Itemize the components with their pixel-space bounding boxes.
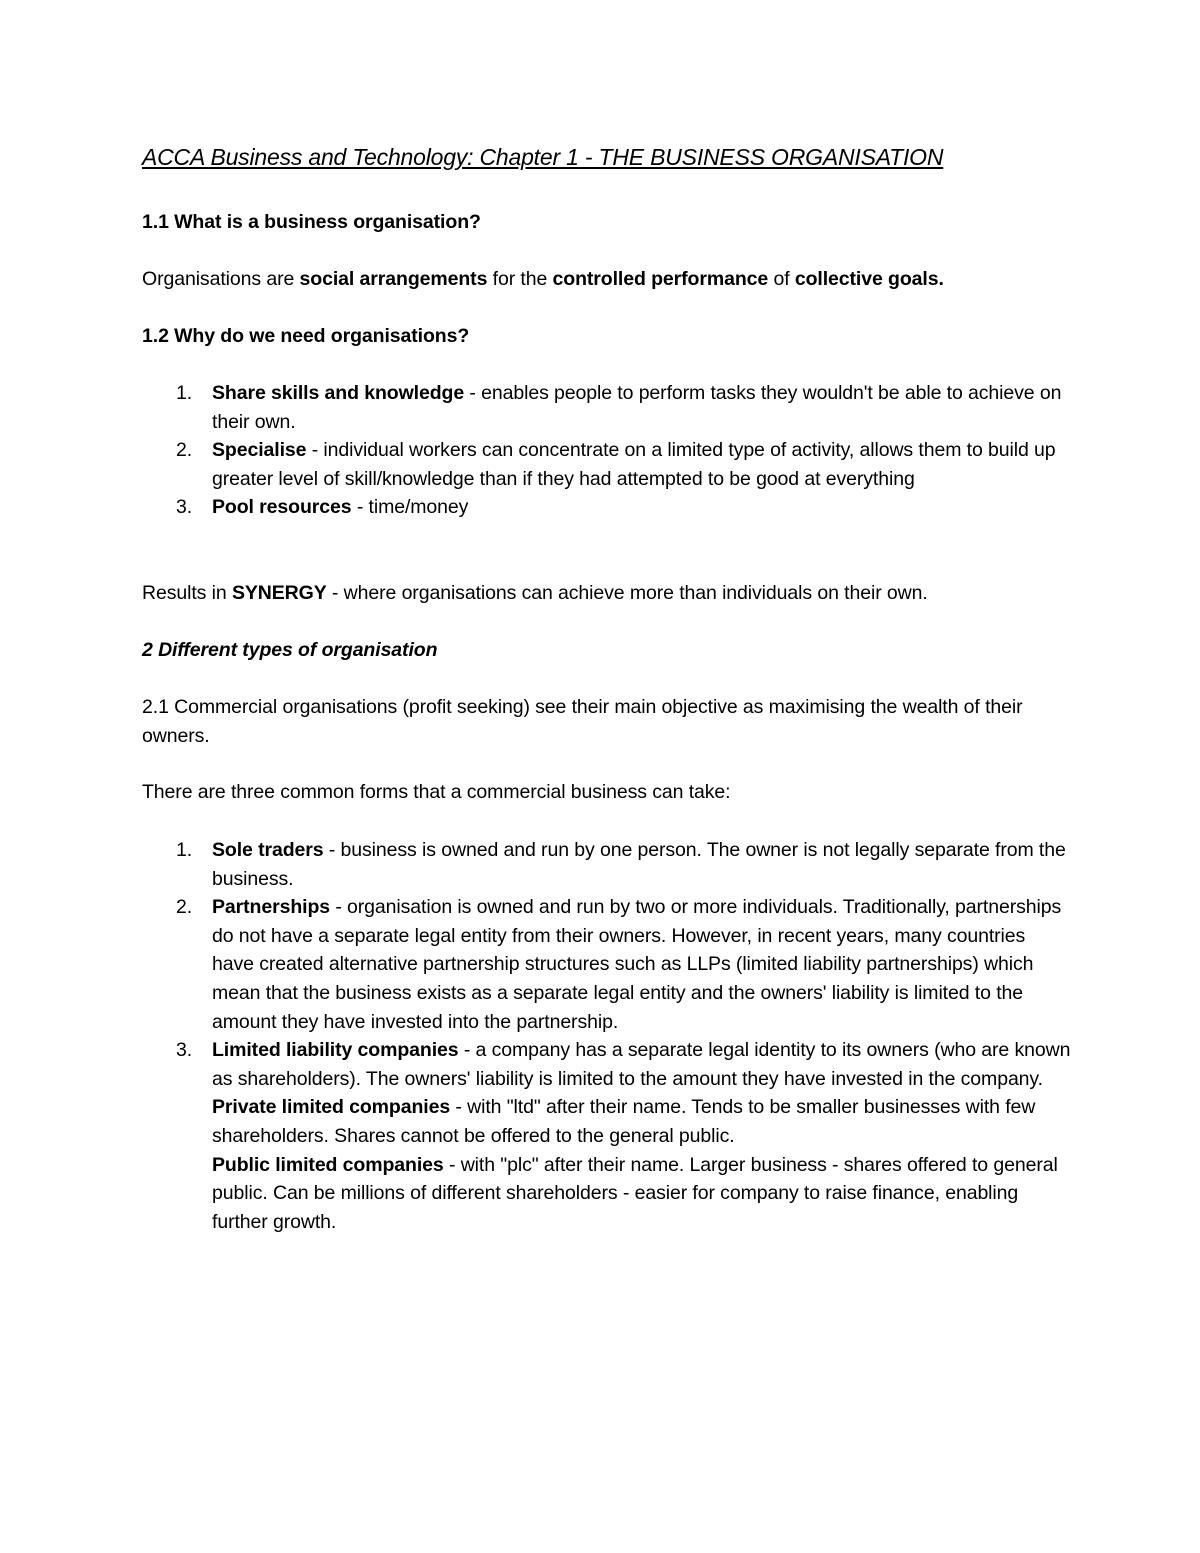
list-item: 1. Sole traders - business is owned and run by one person. The owner is not legally separate from the business.: [176, 839, 1066, 890]
forms-list: [142, 836, 1072, 1236]
heading-2: 2 Different types of organisation: [142, 639, 438, 661]
sub-item-public: Public limited companies - with "plc" after their name. Larger business - shares offered to general public. Can be millions of different shareholders - easier for company to raise finance, enabling further growth.: [212, 1153, 1058, 1233]
forms-intro-paragraph: There are three common forms that a commercial business can take:: [142, 781, 731, 803]
sub-item-private: Private limited companies - with "ltd" after their name. Tends to be smaller businesses with few shareholders. Shares cannot be offered to the general public.: [212, 1096, 1036, 1147]
commercial-paragraph: 2.1 Commercial organisations (profit seeking) see their main objective as maximising the wealth of their owners.: [142, 696, 1023, 747]
list-item: 1. Share skills and knowledge - enables people to perform tasks they wouldn't be able to achieve on their own.: [176, 382, 1062, 433]
heading-1-1: 1.1 What is a business organisation?: [142, 211, 481, 233]
list-item: 2. Partnerships - organisation is owned and run by two or more individuals. Traditionally, partnerships do not have a separate legal entity from their owners. However, in recent years, many countries have created alternative partnership structures such as LLPs (limited liability partnerships) which mean that the business exists as a separate legal entity and the owners' liability is limited to the amount they have invested into the partnership.: [176, 896, 1062, 1033]
document-title: ACCA Business and Technology: Chapter 1 - THE BUSINESS ORGANISATION: [142, 144, 944, 170]
synergy-paragraph: Results in SYNERGY - where organisations can achieve more than individuals on their own.: [142, 582, 928, 604]
definition-paragraph: Organisations are social arrangements for the controlled performance of collective goals.: [142, 268, 944, 290]
reasons-list: [142, 379, 1072, 522]
list-item: 3. Limited liability companies - a company has a separate legal identity to its owners (who are known as shareholders). The owners' liability is limited to the amount they have invested in the company.: [176, 1039, 1071, 1090]
list-item: 3. Pool resources - time/money: [176, 496, 469, 519]
list-item: 2. Specialise - individual workers can concentrate on a limited type of activity, allows them to build up greater level of skill/knowledge than if they had attempted to be good at everything: [176, 439, 1056, 490]
heading-1-2: 1.2 Why do we need organisations?: [142, 325, 470, 347]
